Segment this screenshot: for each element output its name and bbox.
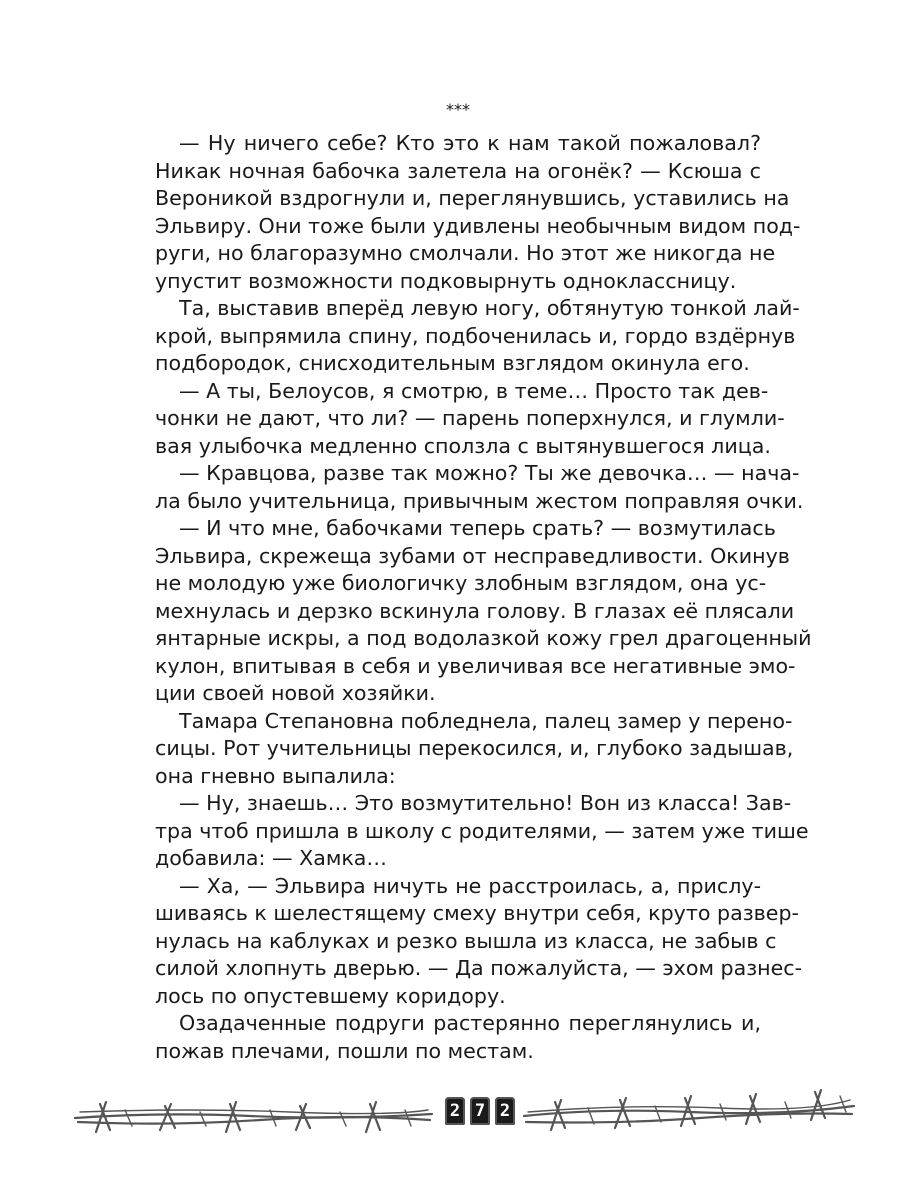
text-line: — Кравцова, разве так можно? Ты же девочка… — нача- <box>179 461 800 485</box>
text-line: — И что мне, бабочками теперь срать? — возмутилась <box>179 516 776 540</box>
text-line: шиваясь к шелестящему смеху внутри себя, круто развер- <box>155 901 799 925</box>
page-digit: 2 <box>445 1097 465 1125</box>
text-line: ции своей новой хозяйки. <box>155 681 436 705</box>
text-line: лось по опустевшему коридору. <box>155 983 506 1008</box>
text-line: Эльвира, скрежеща зубами от несправедливости. Окинув <box>155 543 790 568</box>
text-line: — Ну, знаешь… Это возмутительно! Вон из класса! Зав- <box>179 791 792 815</box>
text-line: Озадаченные подруги растерянно переглянулись и, <box>179 1011 761 1035</box>
text-line: руги, но благоразумно смолчали. Но этот же никогда не <box>155 241 776 265</box>
page-body <box>155 100 812 1065</box>
text-line: она гневно выпалила: <box>155 763 396 788</box>
text-line: упустит возможности подковырнуть одноклассницу. <box>155 268 737 293</box>
text-line: крой, выпрямила спину, подбоченилась и, гордо вздёрнув <box>155 323 796 348</box>
text-line: вая улыбочка медленно сползла с вытянувшегося лица. <box>155 433 771 458</box>
page-digit: 2 <box>495 1097 515 1125</box>
text-lines <box>155 130 812 1065</box>
text-line: кулон, впитывая в себя и увеличивая все негативные эмо- <box>155 653 796 678</box>
text-line: тра чтоб пришла в школу с родителями, — затем уже тише <box>155 818 809 843</box>
barbed-wire-icon <box>520 1082 856 1142</box>
page-footer <box>70 1082 856 1142</box>
text-line: — Ну ничего себе? Кто это к нам такой пожаловал? <box>179 131 761 155</box>
text-line: чонки не дают, что ли? — парень поперхнулся, и глумли- <box>155 406 785 430</box>
text-line: добавила: — Хамка… <box>155 846 388 870</box>
page-digit: 7 <box>470 1097 490 1125</box>
text-line: — Ха, — Эльвира ничуть не расстроилась, а, прислу- <box>179 873 761 898</box>
text-line: Вероникой вздрогнули и, переглянувшись, уставились на <box>155 186 790 210</box>
text-line: пожав плечами, пошли по местам. <box>155 1038 534 1063</box>
text-line: нулась на каблуках и резко вышла из класса, не забыв с <box>155 928 777 953</box>
barbed-wire-icon <box>70 1082 435 1142</box>
section-separator: *** <box>446 100 470 119</box>
text-line: сицы. Рот учительницы перекосился, и, глубоко задышав, <box>155 736 794 760</box>
text-line: ла было учительница, привычным жестом поправляя очки. <box>155 488 804 513</box>
text-line: Эльвиру. Они тоже были удивлены необычным видом под- <box>155 213 801 238</box>
text-line: мехнулась и дерзко вскинула голову. В глазах её плясали <box>155 598 795 623</box>
text-line: силой хлопнуть дверью. — Да пожалуйста, — эхом разнес- <box>155 956 803 980</box>
text-line: Тамара Степановна побледнела, палец замер у перено- <box>179 708 793 733</box>
page-number <box>445 1096 515 1126</box>
text-line: подбородок, снисходительным взглядом окинула его. <box>155 351 750 375</box>
text-line: не молодую уже биологичку злобным взглядом, она ус- <box>155 571 767 595</box>
text-line: — А ты, Белоусов, я смотрю, в теме… Просто так дев- <box>179 378 769 403</box>
text-line: Никак ночная бабочка залетела на огонёк? — Ксюша с <box>155 158 761 183</box>
text-line: янтарные искры, а под водолазкой кожу грел драгоценный <box>155 626 812 650</box>
text-line: Та, выставив вперёд левую ногу, обтянутую тонкой лай- <box>179 296 800 320</box>
